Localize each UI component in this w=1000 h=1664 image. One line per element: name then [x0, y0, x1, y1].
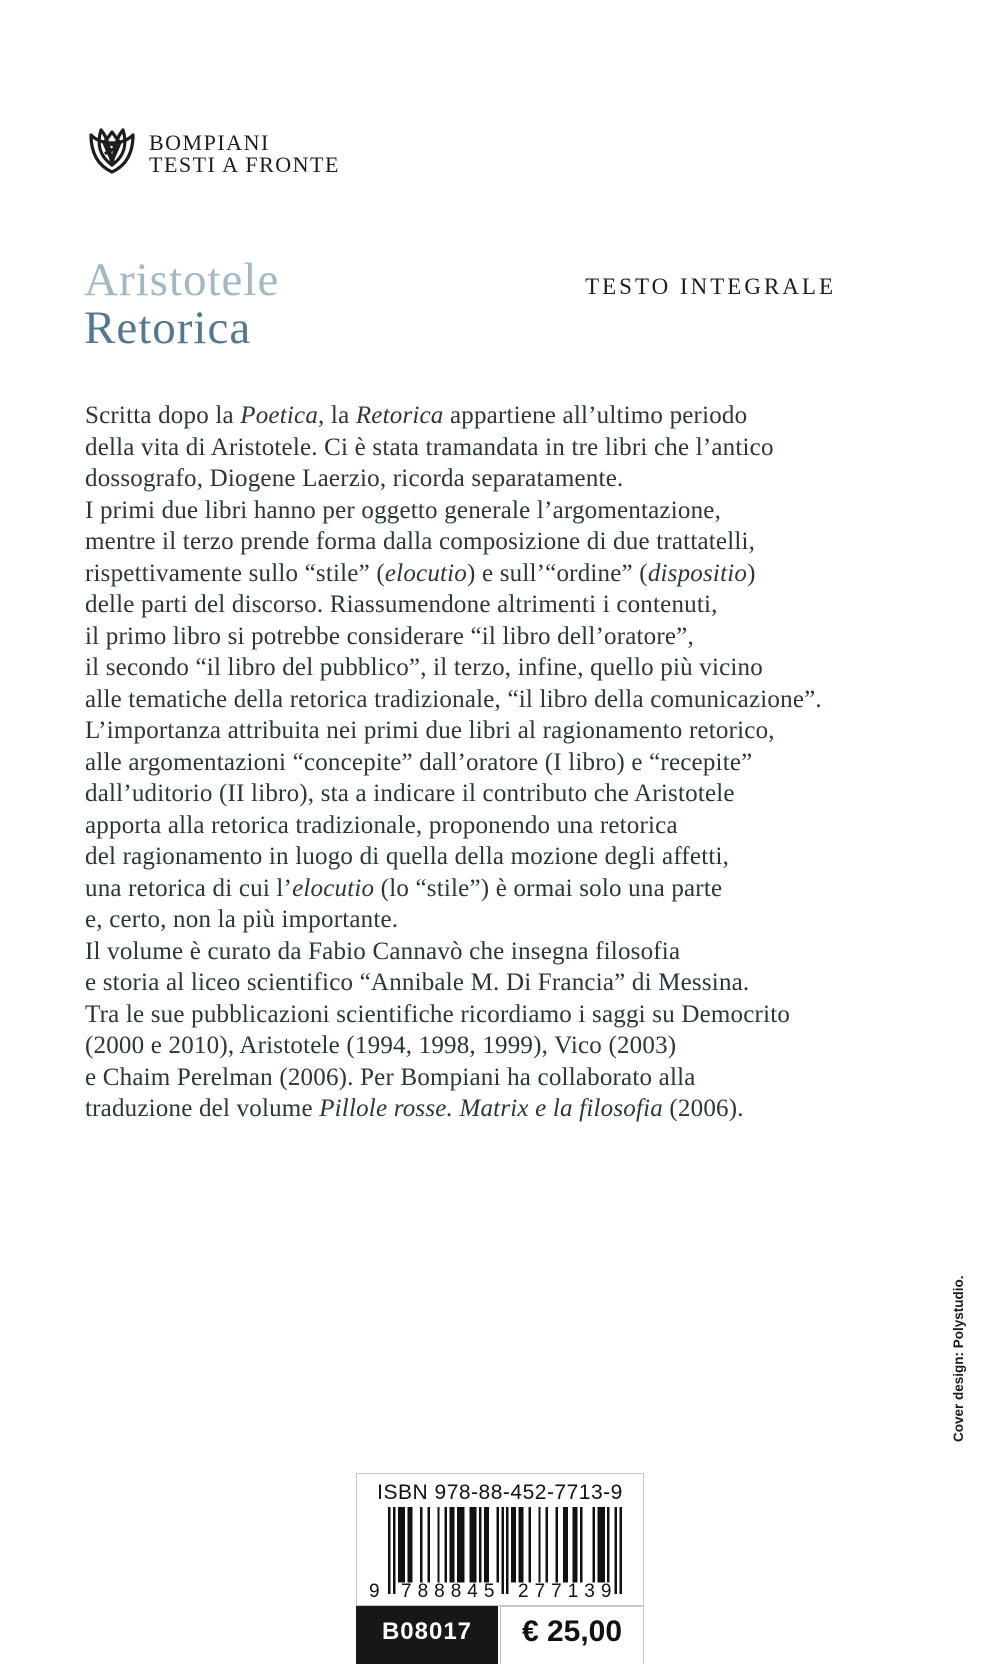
description-line: I primi due libri hanno per oggetto generale l’argomentazione, — [85, 496, 722, 524]
book-title: Retorica — [84, 302, 252, 354]
description-line: apporta alla retorica tradizionale, proponendo una retorica — [85, 811, 678, 839]
description-line: Il volume è curato da Fabio Cannavò che insegna filosofia — [85, 937, 681, 965]
price-row — [356, 1606, 644, 1664]
title-block — [84, 256, 279, 352]
description-line: L’importanza attribuita nei primi due libri al ragionamento retorico, — [85, 717, 775, 744]
description-line: delle parti del discorso. Riassumendone altrimenti i contenuti, — [85, 591, 718, 618]
description-line: (2000 e 2010), Aristotele (1994, 1998, 1999), Vico (2003) — [85, 1032, 677, 1059]
barcode-digit-group1: 788845 — [401, 1581, 501, 1602]
description-line: del ragionamento in luogo di quella della mozione degli affetti, — [85, 843, 730, 870]
imprint-name: TESTI A FRONTE — [149, 151, 340, 177]
description-line: Tra le sue pubblicazioni scientifiche ricordiamo i saggi su Democrito — [85, 1000, 791, 1028]
product-code: B08017 — [356, 1606, 498, 1664]
description-line: alle tematiche della retorica tradizionale, “il libro della comunicazione”. — [85, 685, 822, 713]
barcode-digit-group2: 277139 — [518, 1581, 618, 1602]
description-line: alle argomentazioni “concepite” dall’oratore (I libro) e “recepite” — [85, 748, 753, 776]
description-line: e storia al liceo scientifico “Annibale M. Di Francia” di Messina. — [85, 969, 750, 996]
description-line: della vita di Aristotele. Ci è stata tramandata in tre libri che l’antico — [85, 433, 774, 461]
publisher-name: BOMPIANI — [149, 129, 270, 155]
description-line: Scritta dopo la Poetica, la Retorica appartiene all’ultimo periodo — [85, 402, 748, 429]
description-line: e, certo, non la più importante. — [85, 906, 399, 933]
barcode-ticket — [356, 1473, 644, 1664]
isbn-label: ISBN 978-88-452-7713-9 — [377, 1481, 623, 1504]
description-line: e Chaim Perelman (2006). Per Bompiani ha collaborato alla — [85, 1063, 696, 1091]
bompiani-flower-icon — [86, 126, 138, 178]
price-label: € 25,00 — [500, 1606, 644, 1664]
barcode-box — [356, 1473, 644, 1606]
barcode-digit-first: 9 — [369, 1581, 380, 1602]
book-description — [85, 400, 945, 1125]
cover-design-credit: Cover design: Polystudio. — [951, 1275, 966, 1442]
description-line: una retorica di cui l’elocutio (lo “stile”) è ormai solo una parte — [85, 874, 723, 902]
description-line: dall’uditorio (II libro), sta a indicare il contributo che Aristotele — [85, 780, 735, 807]
description-line: il secondo “il libro del pubblico”, il terzo, infine, quello più vicino — [85, 654, 763, 681]
description-line: dossografo, Diogene Laerzio, ricorda separatamente. — [85, 465, 624, 492]
description-line: rispettivamente sullo “stile” (elocutio) e sull’“ordine” (dispositio) — [85, 559, 756, 587]
author-name: Aristotele — [84, 254, 280, 306]
edition-note: TESTO INTEGRALE — [585, 274, 836, 299]
description-line: il primo libro si potrebbe considerare “il libro dell’oratore”, — [85, 622, 694, 650]
publisher-logo — [86, 126, 340, 178]
description-line: traduzione del volume Pillole rosse. Matrix e la filosofia (2006). — [85, 1095, 744, 1122]
description-line: mentre il terzo prende forma dalla composizione di due trattatelli, — [85, 528, 756, 555]
